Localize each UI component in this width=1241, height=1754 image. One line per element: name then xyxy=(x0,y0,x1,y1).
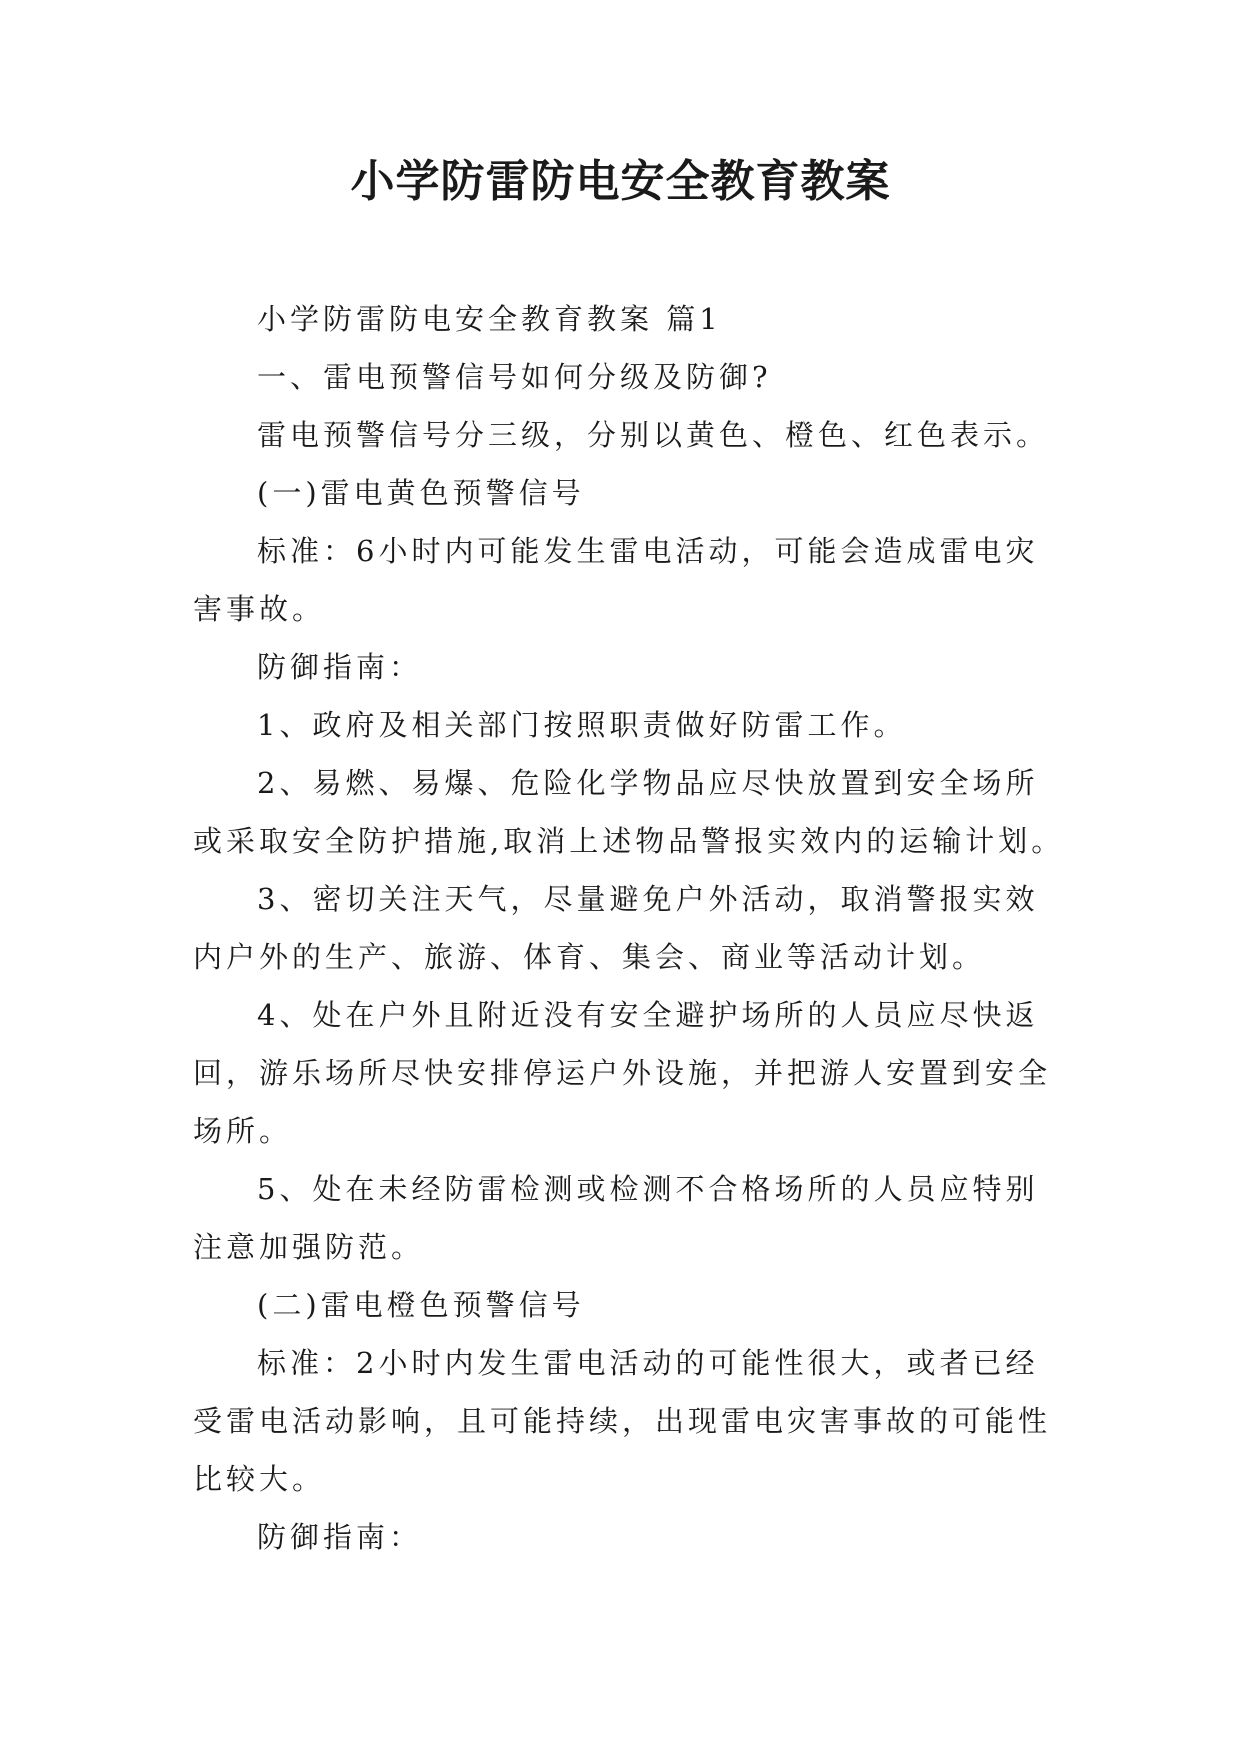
yellow-guide-item-4: 4、处在户外且附近没有安全避护场所的人员应尽快返回，游乐场所尽快安排停运户外设施，并把游人安置到安全场所。 xyxy=(193,998,1052,1148)
question-heading: 一、雷电预警信号如何分级及防御? xyxy=(257,360,772,394)
section-heading-part1: 小学防雷防电安全教育教案 篇1 xyxy=(257,302,722,336)
yellow-guide-item-1: 1、政府及相关部门按照职责做好防雷工作。 xyxy=(257,708,907,742)
signal-levels-paragraph: 雷电预警信号分三级，分别以黄色、橙色、红色表示。 xyxy=(257,418,1050,452)
yellow-guide-item-5: 5、处在未经防雷检测或检测不合格场所的人员应特别注意加强防范。 xyxy=(193,1172,1039,1264)
document-body xyxy=(193,290,1069,1566)
yellow-signal-heading: (一)雷电黄色预警信号 xyxy=(257,476,585,510)
orange-signal-heading: (二)雷电橙色预警信号 xyxy=(257,1288,585,1322)
orange-guide-label: 防御指南： xyxy=(257,1520,423,1554)
yellow-guide-item-2: 2、易燃、易爆、危险化学物品应尽快放置到安全场所或采取安全防护措施,取消上述物品警报实效内的运输计划。 xyxy=(193,766,1065,858)
orange-standard-paragraph: 标准：2小时内发生雷电活动的可能性很大，或者已经受雷电活动影响，且可能持续，出现雷电灾害事故的可能性比较大。 xyxy=(193,1346,1052,1496)
yellow-standard-paragraph: 标准：6小时内可能发生雷电活动，可能会造成雷电灾害事故。 xyxy=(193,534,1039,626)
yellow-guide-item-3: 3、密切关注天气，尽量避免户外活动，取消警报实效内户外的生产、旅游、体育、集会、商业等活动计划。 xyxy=(193,882,1039,974)
yellow-guide-label: 防御指南： xyxy=(257,650,423,684)
document-title: 小学防雷防电安全教育教案 xyxy=(350,156,891,207)
